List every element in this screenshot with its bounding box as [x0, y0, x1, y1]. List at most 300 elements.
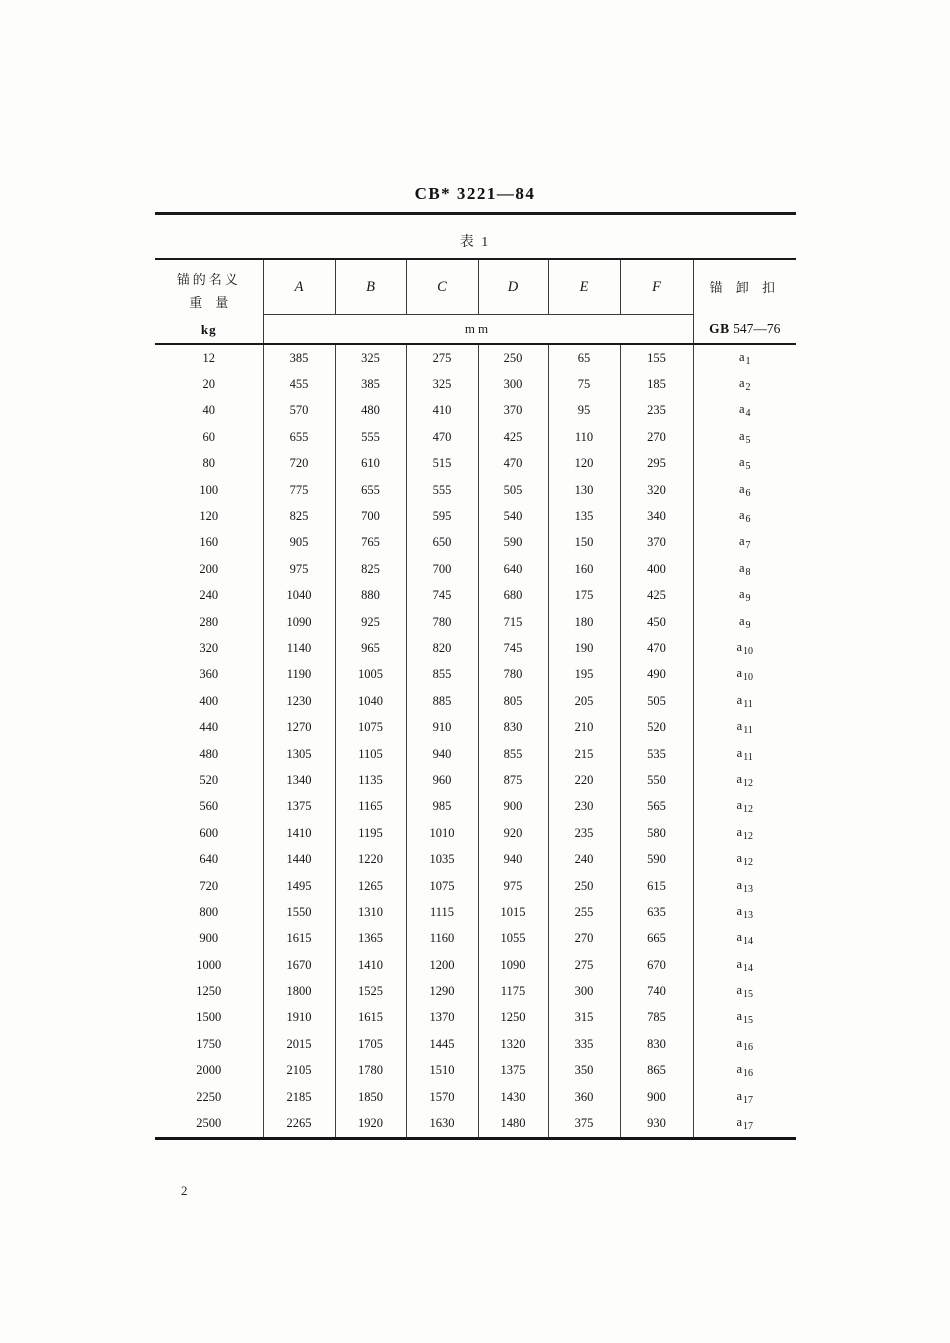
weight-cell: 160	[199, 535, 219, 550]
dimension-cell: 2105	[263, 1058, 335, 1084]
shackle-cell	[693, 899, 796, 925]
shackle-symbol-base: a	[738, 508, 745, 523]
column-header-E: E	[548, 259, 620, 315]
dimension-cell: 505	[478, 477, 548, 503]
dimension-cell: 275	[406, 344, 478, 371]
shackle-symbol-base: a	[736, 719, 743, 734]
weight-column-header	[155, 259, 263, 344]
dimension-cell: 130	[548, 477, 620, 503]
weight-cell: 2500	[196, 1116, 222, 1131]
table-row	[155, 398, 796, 424]
shackle-symbol-subscript: 16	[743, 1068, 754, 1080]
weight-cell: 400	[199, 693, 219, 708]
dimension-cell: 825	[263, 503, 335, 529]
dimension-cell: 1075	[406, 873, 478, 899]
shackle-symbol-base: a	[738, 402, 745, 417]
dimension-cell: 275	[548, 952, 620, 978]
shackle-symbol-base: a	[736, 824, 743, 839]
dimension-cell: 455	[263, 371, 335, 397]
shackle-symbol-subscript: 13	[743, 909, 754, 921]
dimension-cell: 885	[406, 688, 478, 714]
column-header-C: C	[406, 259, 478, 315]
shackle-symbol-base: a	[736, 877, 743, 892]
dimension-cell: 960	[406, 767, 478, 793]
dimension-cell: 370	[478, 398, 548, 424]
table-row	[155, 477, 796, 503]
weight-cell: 1250	[196, 984, 222, 999]
shackle-symbol-subscript: 9	[745, 593, 751, 605]
shackle-symbol-subscript: 1	[745, 355, 751, 367]
shackle-standard-prefix: GB	[709, 320, 730, 336]
dimension-cell: 385	[335, 371, 406, 397]
shackle-cell	[693, 1005, 796, 1031]
dimension-cell: 1090	[263, 609, 335, 635]
anchor-dimensions-table	[155, 258, 796, 1140]
shackle-cell	[693, 714, 796, 740]
dimension-cell: 75	[548, 371, 620, 397]
shackle-symbol-subscript: 12	[743, 830, 754, 842]
table-header	[155, 259, 796, 344]
shackle-symbol-base: a	[736, 798, 743, 813]
shackle-symbol-subscript: 16	[743, 1041, 754, 1053]
dimension-cell: 235	[620, 398, 693, 424]
column-header-A: A	[263, 259, 335, 315]
shackle-symbol-subscript: 10	[743, 645, 754, 657]
weight-cell: 440	[199, 720, 219, 735]
dimension-cell: 1445	[406, 1031, 478, 1057]
shackle-symbol-subscript: 14	[743, 962, 754, 974]
weight-label-line2: 重 量	[189, 295, 229, 310]
dimension-cell: 490	[620, 662, 693, 688]
weight-cell: 1000	[196, 957, 222, 972]
dimension-cell: 590	[620, 846, 693, 872]
dimension-cell: 300	[548, 978, 620, 1004]
header-row-1	[155, 259, 796, 315]
shackle-symbol-subscript: 11	[743, 751, 753, 763]
dimension-cell: 775	[263, 477, 335, 503]
shackle-symbol-subscript: 6	[745, 487, 751, 499]
dimension-cell: 1250	[478, 1005, 548, 1031]
shackle-cell	[693, 662, 796, 688]
shackle-symbol-base: a	[736, 930, 743, 945]
dimension-cell: 880	[335, 583, 406, 609]
standard-code-heading: CB* 3221—84	[414, 184, 536, 203]
dimension-cell: 635	[620, 899, 693, 925]
table-row	[155, 952, 796, 978]
table-row	[155, 846, 796, 872]
dimension-cell: 425	[620, 583, 693, 609]
dimension-cell: 1040	[335, 688, 406, 714]
dimension-cell: 1015	[478, 899, 548, 925]
table-row	[155, 503, 796, 529]
shackle-symbol-base: a	[738, 534, 745, 549]
table-row	[155, 794, 796, 820]
dimension-cell: 1005	[335, 662, 406, 688]
dimension-cell: 550	[620, 767, 693, 793]
shackle-cell	[693, 767, 796, 793]
dimension-cell: 1630	[406, 1110, 478, 1138]
dimension-cell: 1040	[263, 583, 335, 609]
dimension-cell: 765	[335, 530, 406, 556]
dimension-cell: 1190	[263, 662, 335, 688]
dimension-cell: 1220	[335, 846, 406, 872]
dimension-cell: 210	[548, 714, 620, 740]
dimension-cell: 940	[406, 741, 478, 767]
dimension-cell: 1195	[335, 820, 406, 846]
dimension-cell: 300	[478, 371, 548, 397]
weight-cell: 600	[199, 825, 219, 840]
shackle-symbol-subscript: 13	[743, 883, 754, 895]
table-body	[155, 344, 796, 1138]
shackle-symbol-base: a	[736, 639, 743, 654]
shackle-symbol-subscript: 12	[743, 857, 754, 869]
shackle-symbol-base: a	[736, 771, 743, 786]
dimension-cell: 1440	[263, 846, 335, 872]
table-row	[155, 424, 796, 450]
shackle-cell	[693, 530, 796, 556]
dimension-unit-header: mm	[263, 315, 693, 345]
dimension-cell: 1410	[335, 952, 406, 978]
weight-cell: 520	[199, 772, 219, 787]
dimension-cell: 255	[548, 899, 620, 925]
dimension-cell: 1090	[478, 952, 548, 978]
shackle-symbol-base: a	[738, 481, 745, 496]
shackle-symbol-subscript: 15	[743, 1015, 754, 1027]
shackle-cell	[693, 344, 796, 371]
weight-cell: 20	[202, 377, 215, 392]
column-header-F: F	[620, 259, 693, 315]
dimension-cell: 1615	[335, 1005, 406, 1031]
dimension-cell: 655	[335, 477, 406, 503]
dimension-cell: 590	[478, 530, 548, 556]
shackle-symbol-base: a	[736, 851, 743, 866]
shackle-symbol-base: a	[736, 1009, 743, 1024]
dimension-cell: 425	[478, 424, 548, 450]
shackle-symbol-base: a	[736, 983, 743, 998]
shackle-standard-ref	[709, 321, 780, 337]
shackle-symbol-base: a	[736, 1062, 743, 1077]
dimension-cell: 720	[263, 451, 335, 477]
shackle-symbol-subscript: 12	[743, 777, 754, 789]
table-row	[155, 767, 796, 793]
table-row	[155, 714, 796, 740]
shackle-symbol-subscript: 6	[745, 514, 751, 526]
dimension-cell: 190	[548, 635, 620, 661]
dimension-cell: 555	[406, 477, 478, 503]
dimension-cell: 780	[478, 662, 548, 688]
dimension-cell: 250	[548, 873, 620, 899]
dimension-cell: 875	[478, 767, 548, 793]
dimension-cell: 740	[620, 978, 693, 1004]
dimension-cell: 700	[406, 556, 478, 582]
weight-header-stack	[155, 261, 263, 343]
table-row	[155, 873, 796, 899]
dimension-cell: 1270	[263, 714, 335, 740]
dimension-cell: 1850	[335, 1084, 406, 1110]
dimension-cell: 270	[548, 926, 620, 952]
shackle-cell	[693, 398, 796, 424]
shackle-cell	[693, 1084, 796, 1110]
shackle-symbol-subscript: 4	[745, 408, 751, 420]
dimension-cell: 2185	[263, 1084, 335, 1110]
table-row	[155, 451, 796, 477]
table-row	[155, 926, 796, 952]
dimension-cell: 1165	[335, 794, 406, 820]
table-row	[155, 978, 796, 1004]
dimension-cell: 1010	[406, 820, 478, 846]
table-row	[155, 556, 796, 582]
dimension-cell: 965	[335, 635, 406, 661]
shackle-symbol-base: a	[738, 613, 745, 628]
dimension-cell: 1550	[263, 899, 335, 925]
table-row	[155, 530, 796, 556]
dimension-cell: 615	[620, 873, 693, 899]
weight-label-line1: 锚的名义	[176, 271, 241, 287]
dimension-cell: 700	[335, 503, 406, 529]
dimension-cell: 865	[620, 1058, 693, 1084]
dimension-cell: 925	[335, 609, 406, 635]
shackle-symbol-subscript: 15	[743, 989, 754, 1001]
weight-cell: 640	[199, 852, 219, 867]
weight-cell: 720	[199, 878, 219, 893]
dimension-cell: 1910	[263, 1005, 335, 1031]
dimension-cell: 515	[406, 451, 478, 477]
shackle-cell	[693, 978, 796, 1004]
dimension-cell: 250	[478, 344, 548, 371]
dimension-cell: 155	[620, 344, 693, 371]
dimension-cell: 975	[478, 873, 548, 899]
dimension-cell: 1370	[406, 1005, 478, 1031]
dimension-cell: 1365	[335, 926, 406, 952]
shackle-symbol-base: a	[736, 692, 743, 707]
table-row	[155, 1005, 796, 1031]
weight-cell: 60	[202, 429, 215, 444]
weight-cell: 280	[199, 614, 219, 629]
weight-cell: 40	[202, 403, 215, 418]
dimension-cell: 565	[620, 794, 693, 820]
dimension-cell: 1800	[263, 978, 335, 1004]
table-row	[155, 820, 796, 846]
dimension-cell: 185	[620, 371, 693, 397]
shackle-symbol-subscript: 10	[743, 672, 754, 684]
dimension-cell: 1320	[478, 1031, 548, 1057]
table-row	[155, 583, 796, 609]
shackle-cell	[693, 371, 796, 397]
shackle-symbol-base: a	[736, 1035, 743, 1050]
dimension-cell: 900	[478, 794, 548, 820]
column-header-B: B	[335, 259, 406, 315]
dimension-cell: 540	[478, 503, 548, 529]
dimension-cell: 1140	[263, 635, 335, 661]
table-row	[155, 741, 796, 767]
shackle-cell	[693, 609, 796, 635]
dimension-cell: 335	[548, 1031, 620, 1057]
dimension-cell: 1160	[406, 926, 478, 952]
table-row	[155, 1031, 796, 1057]
dimension-cell: 1780	[335, 1058, 406, 1084]
shackle-symbol-base: a	[738, 587, 745, 602]
dimension-cell: 505	[620, 688, 693, 714]
dimension-cell: 825	[335, 556, 406, 582]
dimension-cell: 985	[406, 794, 478, 820]
dimension-cell: 1305	[263, 741, 335, 767]
shackle-cell	[693, 477, 796, 503]
dimension-cell: 780	[406, 609, 478, 635]
shackle-cell	[693, 952, 796, 978]
dimension-cell: 175	[548, 583, 620, 609]
dimension-cell: 95	[548, 398, 620, 424]
table-caption: 表 1	[459, 235, 491, 250]
dimension-cell: 940	[478, 846, 548, 872]
dimension-cell: 410	[406, 398, 478, 424]
shackle-symbol-subscript: 11	[743, 698, 753, 710]
shackle-symbol-base: a	[736, 1088, 743, 1103]
shackle-symbol-subscript: 8	[745, 566, 751, 578]
dimension-cell: 1570	[406, 1084, 478, 1110]
dimension-cell: 1265	[335, 873, 406, 899]
dimension-cell: 930	[620, 1110, 693, 1138]
dimension-cell: 205	[548, 688, 620, 714]
shackle-cell	[693, 741, 796, 767]
dimension-cell: 1035	[406, 846, 478, 872]
table-row	[155, 371, 796, 397]
shackle-symbol-base: a	[738, 349, 745, 364]
dimension-cell: 580	[620, 820, 693, 846]
shackle-symbol-subscript: 9	[745, 619, 751, 631]
shackle-cell	[693, 1110, 796, 1138]
dimension-cell: 65	[548, 344, 620, 371]
dimension-cell: 1615	[263, 926, 335, 952]
shackle-cell	[693, 556, 796, 582]
dimension-cell: 595	[406, 503, 478, 529]
weight-cell: 120	[199, 509, 219, 524]
weight-cell: 80	[202, 456, 215, 471]
dimension-cell: 220	[548, 767, 620, 793]
dimension-cell: 375	[548, 1110, 620, 1138]
dimension-cell: 555	[335, 424, 406, 450]
dimension-cell: 1175	[478, 978, 548, 1004]
weight-cell: 320	[199, 640, 219, 655]
shackle-symbol-base: a	[736, 956, 743, 971]
dimension-cell: 1410	[263, 820, 335, 846]
dimension-cell: 1075	[335, 714, 406, 740]
dimension-cell: 535	[620, 741, 693, 767]
dimension-cell: 350	[548, 1058, 620, 1084]
dimension-cell: 1495	[263, 873, 335, 899]
shackle-cell	[693, 846, 796, 872]
dimension-cell: 655	[263, 424, 335, 450]
table-row	[155, 1084, 796, 1110]
dimension-cell: 900	[620, 1084, 693, 1110]
table-row	[155, 635, 796, 661]
dimension-cell: 270	[620, 424, 693, 450]
header-rule	[155, 212, 796, 215]
dimension-cell: 1430	[478, 1084, 548, 1110]
dimension-cell: 180	[548, 609, 620, 635]
shackle-cell	[693, 873, 796, 899]
dimension-cell: 480	[335, 398, 406, 424]
dimension-cell: 230	[548, 794, 620, 820]
dimension-cell: 1375	[478, 1058, 548, 1084]
dimension-cell: 160	[548, 556, 620, 582]
dimension-cell: 975	[263, 556, 335, 582]
weight-unit-label: kg	[200, 321, 217, 337]
shackle-cell	[693, 820, 796, 846]
dimension-cell: 135	[548, 503, 620, 529]
dimension-cell: 470	[406, 424, 478, 450]
weight-cell: 2000	[196, 1063, 222, 1078]
shackle-cell	[693, 688, 796, 714]
dimension-cell: 2015	[263, 1031, 335, 1057]
dimension-cell: 240	[548, 846, 620, 872]
dimension-cell: 150	[548, 530, 620, 556]
dimension-cell: 670	[620, 952, 693, 978]
dimension-cell: 215	[548, 741, 620, 767]
dimension-cell: 1670	[263, 952, 335, 978]
shackle-cell	[693, 451, 796, 477]
dimension-cell: 325	[335, 344, 406, 371]
dimension-cell: 855	[406, 662, 478, 688]
shackle-cell	[693, 926, 796, 952]
dimension-cell: 1230	[263, 688, 335, 714]
shackle-cell	[693, 794, 796, 820]
dimension-cell: 470	[620, 635, 693, 661]
dimension-cell: 1055	[478, 926, 548, 952]
weight-cell: 360	[199, 667, 219, 682]
table-row	[155, 1058, 796, 1084]
shackle-symbol-base: a	[736, 745, 743, 760]
dimension-cell: 360	[548, 1084, 620, 1110]
dimension-cell: 340	[620, 503, 693, 529]
dimension-cell: 830	[620, 1031, 693, 1057]
shackle-symbol-subscript: 7	[745, 540, 751, 552]
weight-cell: 2250	[196, 1089, 222, 1104]
shackle-header-stack	[694, 261, 797, 343]
shackle-symbol-subscript: 14	[743, 936, 754, 948]
dimension-cell: 1920	[335, 1110, 406, 1138]
dimension-cell: 1705	[335, 1031, 406, 1057]
shackle-symbol-subscript: 11	[743, 725, 753, 737]
weight-cell: 1750	[196, 1036, 222, 1051]
dimension-cell: 640	[478, 556, 548, 582]
dimension-cell: 320	[620, 477, 693, 503]
dimension-cell: 745	[478, 635, 548, 661]
weight-cell: 900	[199, 931, 219, 946]
weight-cell: 1500	[196, 1010, 222, 1025]
shackle-cell	[693, 583, 796, 609]
dimension-cell: 1290	[406, 978, 478, 1004]
dimension-cell: 1480	[478, 1110, 548, 1138]
dimension-cell: 295	[620, 451, 693, 477]
dimension-cell: 1135	[335, 767, 406, 793]
dimension-cell: 315	[548, 1005, 620, 1031]
dimension-cell: 1340	[263, 767, 335, 793]
shackle-symbol-subscript: 5	[745, 461, 751, 473]
table-row	[155, 1110, 796, 1138]
dimension-cell: 680	[478, 583, 548, 609]
table-row	[155, 662, 796, 688]
dimension-cell: 905	[263, 530, 335, 556]
weight-cell: 12	[202, 350, 215, 365]
dimension-cell: 715	[478, 609, 548, 635]
weight-cell: 480	[199, 746, 219, 761]
dimension-cell: 1375	[263, 794, 335, 820]
shackle-symbol-base: a	[738, 428, 745, 443]
dimension-cell: 920	[478, 820, 548, 846]
dimension-cell: 400	[620, 556, 693, 582]
weight-cell: 560	[199, 799, 219, 814]
shackle-standard-number: 547—76	[733, 320, 781, 336]
